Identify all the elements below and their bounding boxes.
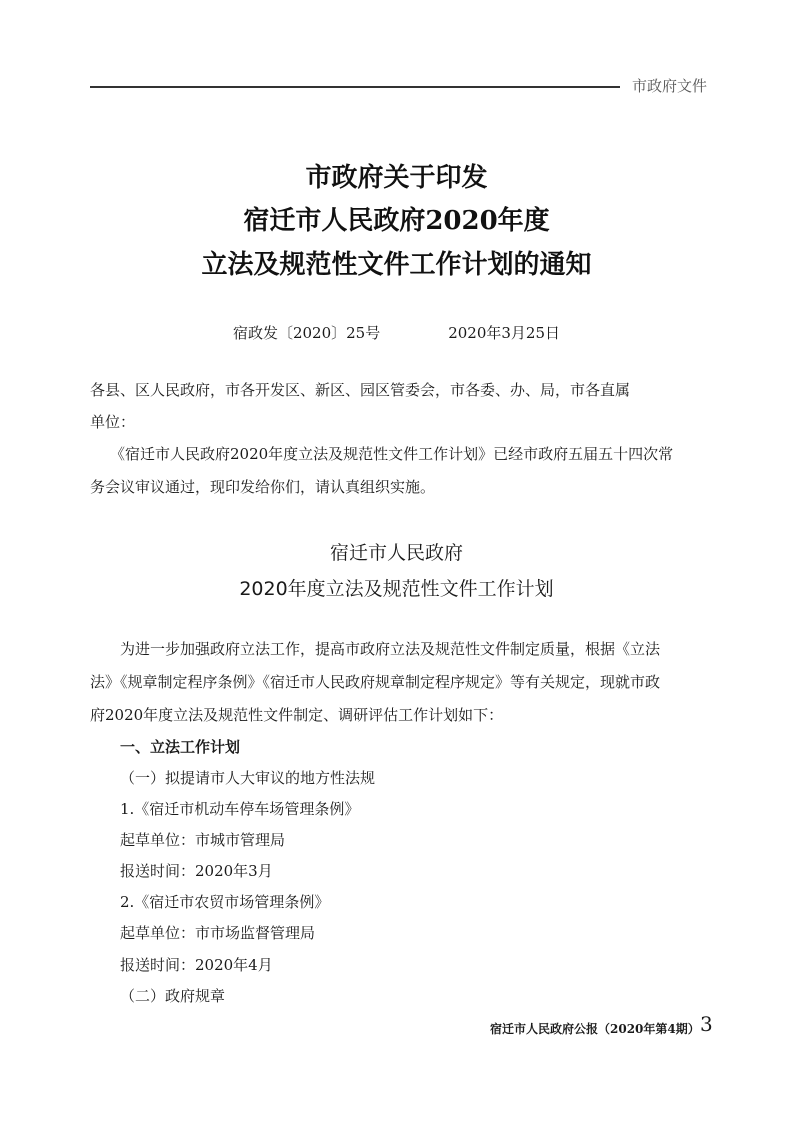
document-title-line-3: 立法及规范性文件工作计划的通知	[201, 250, 592, 280]
subsection-local-regulations: （一）拟提请市人大审议的地方性法规	[120, 769, 376, 787]
notice-body-line-1: 《宿迁市人民政府2020年度立法及规范性文件工作计划》已经市政府五届五十四次常	[110, 445, 674, 463]
header-section-label: 市政府文件	[632, 77, 708, 95]
document-date: 2020年3月25日	[448, 324, 561, 342]
document-number: 宿政发〔2020〕25号	[232, 324, 381, 342]
plan-intro-line-2: 法》《规章制定程序条例》《宿迁市人民政府规章制定程序规定》等有关规定，现就市政	[90, 673, 661, 691]
subsection-government-rules: （二）政府规章	[120, 987, 226, 1005]
item-2-time: 报送时间：2020年4月	[120, 956, 273, 974]
document-title-line-1: 市政府关于印发	[305, 163, 488, 193]
page-number: 3	[700, 1012, 713, 1036]
plan-title-line-2: 2020年度立法及规范性文件工作计划	[239, 578, 554, 600]
footer-publication: 宿迁市人民政府公报（2020年第4期）	[490, 1022, 700, 1036]
plan-title-line-1: 宿迁市人民政府	[329, 542, 463, 564]
item-1-title: 1.《宿迁市机动车停车场管理条例》	[120, 800, 360, 818]
plan-intro-line-1: 为进一步加强政府立法工作，提高市政府立法及规范性文件制定质量，根据《立法	[120, 640, 661, 658]
addressee-line-1: 各县、区人民政府，市各开发区、新区、园区管委会，市各委、办、局，市各直属	[90, 381, 631, 399]
section-heading-legislation: 一、立法工作计划	[120, 738, 241, 756]
plan-intro-line-3: 府2020年度立法及规范性文件制定、调研评估工作计划如下：	[90, 706, 504, 724]
item-1-drafter: 起草单位：市城市管理局	[120, 831, 286, 849]
item-1-time: 报送时间：2020年3月	[120, 862, 273, 880]
header-rule	[90, 86, 620, 88]
document-number-line	[0, 322, 793, 343]
addressee-line-2: 单位：	[90, 413, 136, 431]
item-2-title: 2.《宿迁市农贸市场管理条例》	[120, 893, 330, 911]
document-title-line-2: 宿迁市人民政府2020年度	[243, 206, 550, 236]
item-2-drafter: 起草单位：市市场监督管理局	[120, 924, 316, 942]
notice-body-line-2: 务会议审议通过，现印发给你们，请认真组织实施。	[90, 478, 436, 496]
